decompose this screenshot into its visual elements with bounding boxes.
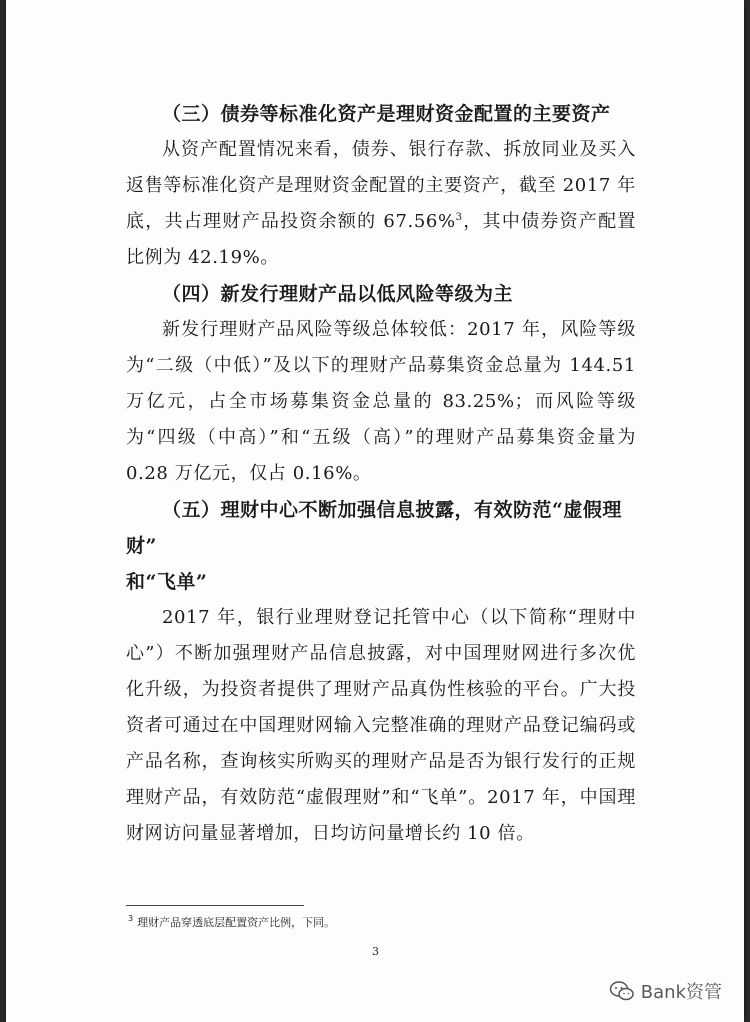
document-body [126, 96, 636, 852]
footnote-ref: 3 [455, 212, 463, 223]
footnote-text: 理财产品穿透底层配置资产比例，下同。 [137, 916, 336, 929]
section-5-heading-line2: 和“飞单” [126, 571, 208, 593]
section-3-text-b: ，其中债券资产配置比例为 42.19%。 [126, 211, 636, 268]
wechat-icon [609, 980, 635, 1002]
section-5-heading-line1: （五）理财中心不断加强信息披露，有效防范“虚假理财” [126, 499, 622, 557]
section-5-paragraph: 2017 年，银行业理财登记托管中心（以下简称“理财中心”）不断加强理财产品信息披露，对中国理财网进行多次优化升级，为投资者提供了理财产品真伪性核验的平台。广大投资者可通过在中国理财网输入完整准确的理财产品登记编码或产品名称，查询核实所购买的理财产品是否为银行发行的正规理财产品，有效防范“虚假理财”和“飞单”。2017 年，中国理财网访问量显著增加，日均访问量增长约 10 倍。 [126, 607, 636, 844]
footnote-marker: 3 [128, 914, 134, 924]
section-3-heading: （三）债券等标准化资产是理财资金配置的主要资产 [162, 103, 611, 125]
section-4-paragraph: 新发行理财产品风险等级总体较低：2017 年，风险等级为“二级（中低）”及以下的理财产品募集资金总量为 144.51 万亿元，占全市场募集资金总量的 83.25%；而风险等级为“四级（中高）”和“五级（高）”的理财产品募集资金量为 0.28 万亿元，仅占 0.16%。 [126, 319, 636, 484]
section-4-heading: （四）新发行理财产品以低风险等级为主 [162, 283, 514, 305]
watermark [609, 978, 722, 1004]
page-number: 3 [372, 945, 379, 958]
footnote [128, 914, 335, 930]
footnote-divider [126, 905, 304, 906]
section-3-paragraph [126, 132, 636, 276]
section-3-text-a: 从资产配置情况来看，债券、银行存款、拆放同业及买入返售等标准化资产是理财资金配置的主要资产，截至 2017 年底，共占理财产品投资余额的 67.56% [126, 139, 636, 232]
watermark-text: Bank资管 [640, 982, 722, 1003]
document-page [6, 0, 744, 1022]
